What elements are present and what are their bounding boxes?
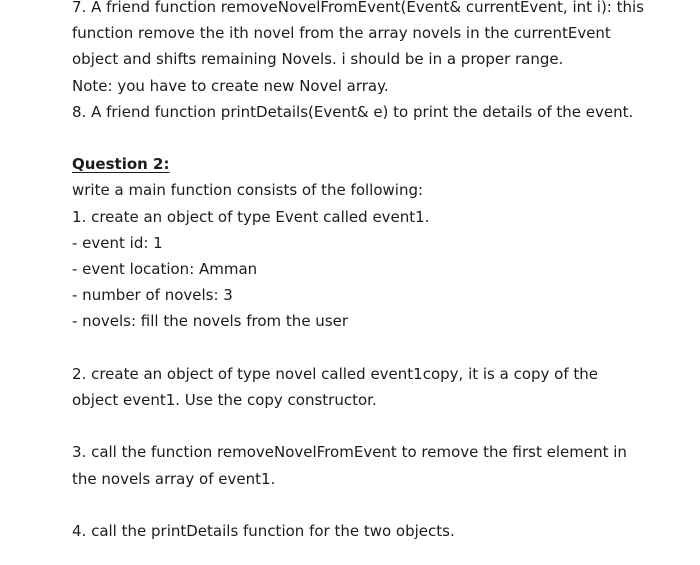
step1-title: 1. create an object of type Event called event1. (72, 207, 430, 226)
step4-line: 4. call the printDetails function for the two objects. (72, 522, 455, 540)
step3-line-2: the novels array of event1. (72, 469, 276, 488)
spacer (72, 125, 692, 151)
item7-line-1: 7. A friend function removeNovelFromEvent(Event& currentEvent, int i): this (72, 0, 644, 16)
spacer (72, 335, 692, 361)
question2-intro: write a main function consists of the following: (72, 181, 424, 200)
item7-line-2: function remove the ith novel from the array novels in the currentEvent (72, 24, 611, 43)
question2-heading: Question 2: (72, 155, 170, 174)
spacer (72, 413, 692, 439)
step2-line-2: object event1. Use the copy constructor. (72, 391, 377, 410)
step2-line-1: 2. create an object of type novel called event1copy, it is a copy of the (72, 364, 599, 383)
item7-note: Note: you have to create new Novel array. (72, 76, 389, 95)
step1-detail-novel-count: - number of novels: 3 (72, 286, 233, 305)
step1-detail-location: - event location: Amman (72, 260, 258, 279)
document-body (72, 0, 692, 544)
step1-detail-novels: - novels: fill the novels from the user (72, 312, 349, 331)
spacer (72, 492, 692, 518)
item8-line: 8. A friend function printDetails(Event& e) to print the details of the event. (72, 102, 634, 121)
item7-line-3: object and shifts remaining Novels. i should be in a proper range. (72, 50, 564, 69)
step3-line-1: 3. call the function removeNovelFromEvent to remove the first element in (72, 443, 627, 462)
step1-detail-event-id: - event id: 1 (72, 233, 163, 252)
